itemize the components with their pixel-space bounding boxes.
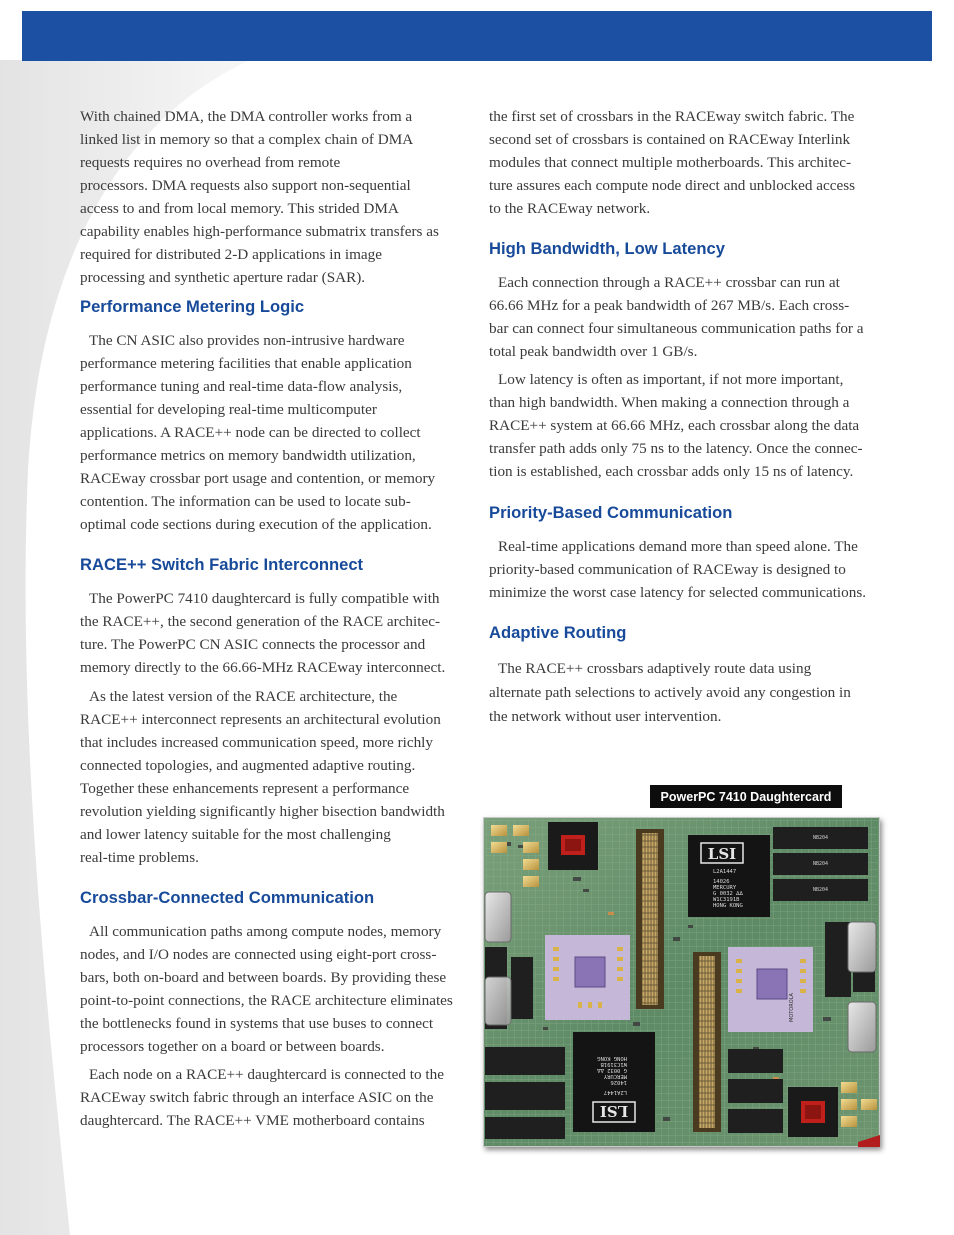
lsi-logo-top: LSI (707, 845, 737, 863)
chip-label: MERCURY (603, 1073, 627, 1079)
continuation-paragraph (489, 105, 884, 220)
switch-paragraph-1 (80, 587, 472, 679)
switch-paragraph-2 (80, 685, 472, 869)
text-line: point-to-point connections, the RACE architecture eliminates (80, 992, 453, 1009)
svg-text:NB204: NB204 (813, 861, 829, 867)
text-line: The PowerPC 7410 daughtercard is fully compatible with (89, 590, 440, 607)
text-line: As the latest version of the RACE architecture, the (89, 688, 398, 705)
text-line: optimal code sections during execution of the application. (80, 516, 432, 533)
text-line: minimize the worst case latency for selected communications. (489, 584, 867, 601)
text-line: contention. The information can be used to locate sub- (80, 493, 411, 510)
chip-label: L2A1447 (603, 1089, 627, 1095)
text-line: All communication paths among compute nodes, memory (89, 923, 442, 940)
text-line: RACEway crossbar port usage and contention, or memory (80, 470, 436, 487)
text-line: RACE++ interconnect represents an architectural evolution (80, 711, 441, 728)
inductor-module-top (548, 822, 598, 870)
memory-chips-bottom (728, 1049, 783, 1133)
text-line: Real-time applications demand more than speed alone. The (498, 538, 858, 555)
text-line: performance metering facilities that enable application (80, 355, 412, 372)
lsi-asic-top (688, 835, 770, 917)
text-line: than high bandwidth. When making a connection through a (489, 394, 850, 411)
text-line: ture. The PowerPC CN ASIC connects the processor and (80, 636, 426, 653)
lsi-logo-bottom: LSI (599, 1102, 629, 1120)
chip-label: L2A1447 (713, 869, 737, 875)
chip-label: W1C3191B (713, 897, 740, 903)
text-line: Together these enhancements represent a performance (80, 780, 410, 797)
text-line: The CN ASIC also provides non-intrusive hardware (89, 332, 405, 349)
text-line: processors together on a board or between boards. (80, 1038, 385, 1055)
powerpc-processor-left (545, 935, 630, 1020)
heading-adaptive-routing: Adaptive Routing (489, 623, 627, 642)
text-line: requests requires no overhead from remote (80, 154, 341, 171)
text-line: connected topologies, and augmented adaptive routing. (80, 757, 416, 774)
text-line: daughtercard. The RACE++ VME motherboard contains (80, 1112, 425, 1129)
text-line: ture assures each compute node direct and unblocked access (489, 177, 856, 194)
chip-label: 14026 (713, 879, 730, 885)
adaptive-paragraph (489, 657, 884, 729)
text-line: the first set of crossbars in the RACEway switch fabric. The (489, 108, 855, 125)
text-line: Each connection through a RACE++ crossbar can run at (498, 274, 840, 291)
text-line: revolution yielding significantly higher bisection bandwidth (80, 803, 445, 820)
text-line: bar can connect four simultaneous communication paths for a (489, 320, 864, 337)
heading-switch-fabric: RACE++ Switch Fabric Interconnect (80, 555, 364, 574)
chip-label: W1C3191B (600, 1061, 627, 1067)
text-line: access to and from local memory. This strided DMA (80, 200, 399, 217)
chip-label: HONG KONG (713, 903, 743, 909)
text-line: the RACE++, the second generation of the RACE architec- (80, 613, 441, 630)
heading-performance-metering: Performance Metering Logic (80, 297, 305, 316)
text-line: linked list in memory so that a complex chain of DMA (80, 131, 414, 148)
header-bar (22, 11, 932, 61)
performance-paragraph (80, 329, 472, 536)
svg-text:NB204: NB204 (813, 835, 829, 841)
text-line: real-time problems. (80, 849, 199, 866)
text-line: processors. DMA requests also support non-sequential (80, 177, 411, 194)
text-line: essential for developing real-time multicomputer (80, 401, 377, 418)
heading-crossbar-communication: Crossbar-Connected Communication (80, 888, 375, 907)
text-line: performance tuning and real-time data-flow analysis, (80, 378, 403, 395)
text-line: the network without user intervention. (489, 708, 722, 725)
chip-label: 14026 (610, 1079, 627, 1085)
figure-caption: PowerPC 7410 Daughtercard (650, 785, 842, 808)
svg-text:NB204: NB204 (813, 887, 829, 893)
text-line: tion is established, each crossbar adds only 15 ns of latency. (489, 463, 854, 480)
text-line: RACEway switch fabric through an interface ASIC on the (80, 1089, 434, 1106)
text-line: processing and synthetic aperture radar (SAR). (80, 269, 366, 286)
text-line: total peak bandwidth over 1 GB/s. (489, 343, 698, 360)
cpu-marking: MOTOROLA (789, 993, 795, 1022)
bandwidth-paragraph-1 (489, 271, 884, 363)
lsi-asic-bottom (573, 1032, 655, 1132)
chip-label: MERCURY (713, 885, 737, 891)
text-line: The RACE++ crossbars adaptively route data using (498, 660, 812, 677)
text-line: RACE++ system at 66.66 MHz, each crossbar along the data (489, 417, 860, 434)
text-line: that includes increased communication speed, more richly (80, 734, 433, 751)
text-line: transfer path adds only 75 ns to the latency. Once the connec- (489, 440, 863, 457)
text-line: capability enables high-performance submatrix transfers as (80, 223, 439, 240)
crossbar-paragraph-1 (80, 920, 472, 1058)
text-line: memory directly to the 66.66-MHz RACEway interconnect. (80, 659, 446, 676)
text-line: priority-based communication of RACEway is designed to (489, 561, 846, 578)
text-line: 66.66 MHz for a peak bandwidth of 267 MB/s. Each cross- (489, 297, 850, 314)
text-line: Low latency is often as important, if not more important, (498, 371, 844, 388)
heading-high-bandwidth: High Bandwidth, Low Latency (489, 239, 725, 258)
text-line: alternate path selections to actively avoid any congestion in (489, 684, 851, 701)
daughtercard-photo (483, 817, 880, 1147)
chip-label: G 0032 ∆∆ (713, 891, 743, 897)
text-line: and lower latency suitable for the most challenging (80, 826, 391, 843)
chip-label: G 0032 ∆∆ (597, 1067, 627, 1073)
crossbar-paragraph-2 (80, 1063, 472, 1132)
intro-paragraph (80, 105, 472, 289)
heading-priority-communication: Priority-Based Communication (489, 503, 733, 522)
memory-chips-top-right (773, 827, 868, 901)
text-line: to the RACEway network. (489, 200, 651, 217)
text-line: modules that connect multiple motherboards. This architec- (489, 154, 852, 171)
chip-label: HONG KONG (597, 1055, 627, 1061)
powerpc-processor-right (728, 947, 813, 1032)
text-line: second set of crossbars is contained on RACEway Interlink (489, 131, 851, 148)
text-line: nodes, and I/O nodes are connected using eight-port cross- (80, 946, 437, 963)
text-line: required for distributed 2-D applications in image (80, 246, 382, 263)
text-line: Each node on a RACE++ daughtercard is connected to the (89, 1066, 444, 1083)
text-line: applications. A RACE++ node can be directed to collect (80, 424, 421, 441)
text-line: bars, both on-board and between boards. By providing these (80, 969, 447, 986)
text-line: the bottlenecks found in systems that use buses to connect (80, 1015, 434, 1032)
priority-paragraph (489, 535, 884, 604)
text-line: performance metrics on memory bandwidth utilization, (80, 447, 416, 464)
text-line: With chained DMA, the DMA controller works from a (80, 108, 413, 125)
latency-paragraph (489, 368, 884, 483)
